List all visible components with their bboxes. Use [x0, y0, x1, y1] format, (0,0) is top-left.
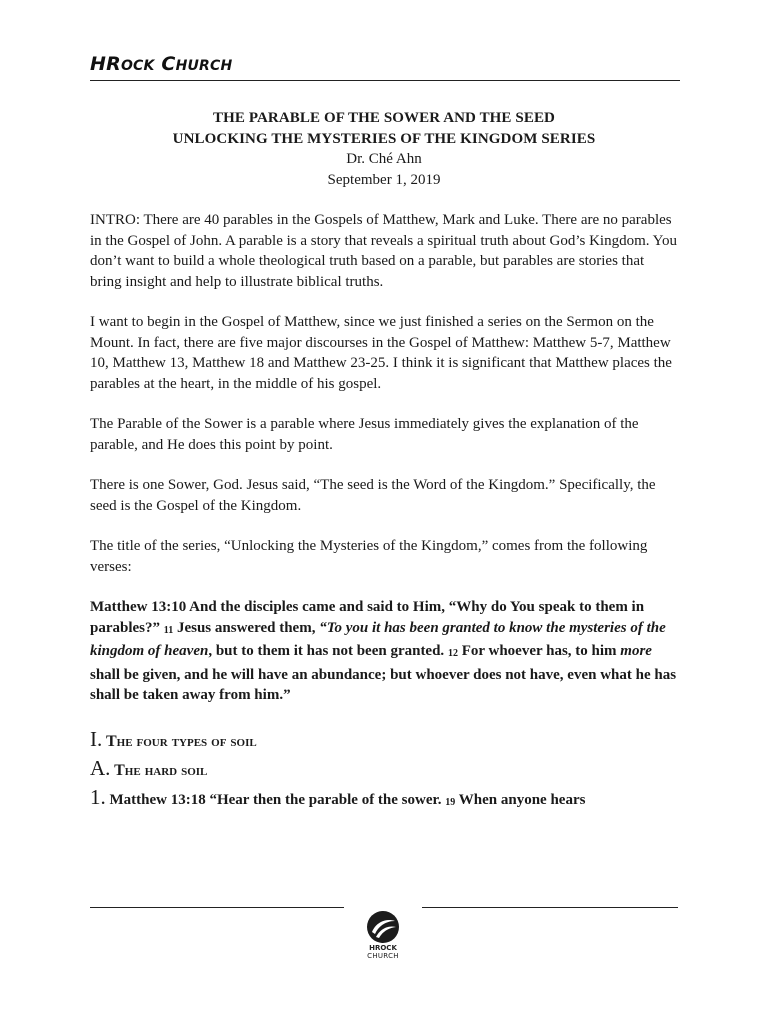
outline-text: Matthew 13:18 “Hear then the parable of the sower.	[105, 791, 446, 808]
outline-heading-3	[90, 784, 678, 816]
logo-line-1: HROCK	[369, 944, 397, 952]
verse-text: For whoever has, to him	[457, 643, 621, 659]
date: September 1, 2019	[327, 171, 441, 188]
brand-letters-hurch: HURCH	[175, 58, 233, 74]
outline-text: When anyone hears	[455, 791, 586, 808]
scripture-quote	[90, 597, 678, 706]
page-header	[90, 52, 680, 81]
series-title: UNLOCKING THE MYSTERIES OF THE KINGDOM SERIES	[172, 130, 596, 147]
verse-text: Matthew 13:10 And the disciples came and said to Him, “Why do You speak to them in parables?”	[90, 599, 645, 636]
paragraph-one-sower: There is one Sower, God. Jesus said, “The seed is the Word of the Kingdom.” Specifically, the seed is the Gospel of the Kingdom.	[90, 477, 656, 514]
verse-text: shall be given, and he will have an abundance; but whoever does not have, even what he has shall be taken away from him.”	[90, 666, 677, 703]
brand-letter-h: H	[90, 53, 107, 75]
outline-text: The four types of soil	[102, 732, 257, 750]
verse-number: 11	[163, 624, 174, 636]
footer-rule-left	[90, 907, 344, 908]
verse-number: 12	[447, 648, 458, 659]
brand-letter-c: C	[161, 53, 176, 75]
hrock-logo-icon	[366, 910, 400, 944]
title-block	[90, 108, 678, 190]
outline-heading-2	[90, 755, 678, 784]
footer-rule-right	[422, 907, 678, 908]
intro-paragraph: INTRO: There are 40 parables in the Gospels of Matthew, Mark and Luke. There are no parables in the Gospel of John. A parable is a story that reveals a spiritual truth about God’s Kingdom. You don’t want to build a whole theological truth based on a parable, but parables are stories that bring insight and help to illustrate biblical truths.	[90, 212, 678, 290]
outline-heading-1	[90, 726, 678, 755]
outline-number: A.	[90, 755, 111, 780]
verse-emphasis: more	[620, 643, 652, 659]
brand-letter-r: R	[106, 53, 121, 75]
document-title: THE PARABLE OF THE SOWER AND THE SEED	[213, 110, 555, 126]
paragraph-matthew-discourses: I want to begin in the Gospel of Matthew, since we just finished a series on the Sermon on the Mount. In fact, there are five major discourses in the Gospel of Matthew: Matthew 5-7, Matthew 10, Matthew 13, Matthew 18 and Matthew 23-25. I think it is significant that Matthew places the parables at the heart, in the middle of his gospel.	[90, 314, 672, 392]
verse-emphasis: “To you it has been granted to know the mysteries of the kingdom of heaven	[90, 619, 666, 659]
brand-title	[90, 52, 680, 78]
paragraph-sower-explanation: The Parable of the Sower is a parable where Jesus immediately gives the explanation of the parable, and He does this point by point.	[90, 416, 639, 453]
brand-letters-ock: OCK	[120, 58, 155, 74]
outline-number: I.	[90, 726, 103, 751]
verse-text: Jesus answered them,	[173, 619, 320, 636]
logo-wordmark	[358, 944, 408, 960]
verse-text: , but to them it has not been granted.	[208, 643, 448, 659]
paragraph-series-title: The title of the series, “Unlocking the Mysteries of the Kingdom,” comes from the following verses:	[90, 538, 648, 575]
outline-number: 1.	[90, 784, 106, 809]
logo-line-2: CHURCH	[367, 952, 399, 960]
footer-logo	[358, 910, 408, 980]
outline-text: The hard soil	[110, 761, 208, 779]
author: Dr. Ché Ahn	[346, 151, 422, 167]
verse-number: 19	[445, 796, 456, 808]
document-body	[90, 108, 678, 816]
